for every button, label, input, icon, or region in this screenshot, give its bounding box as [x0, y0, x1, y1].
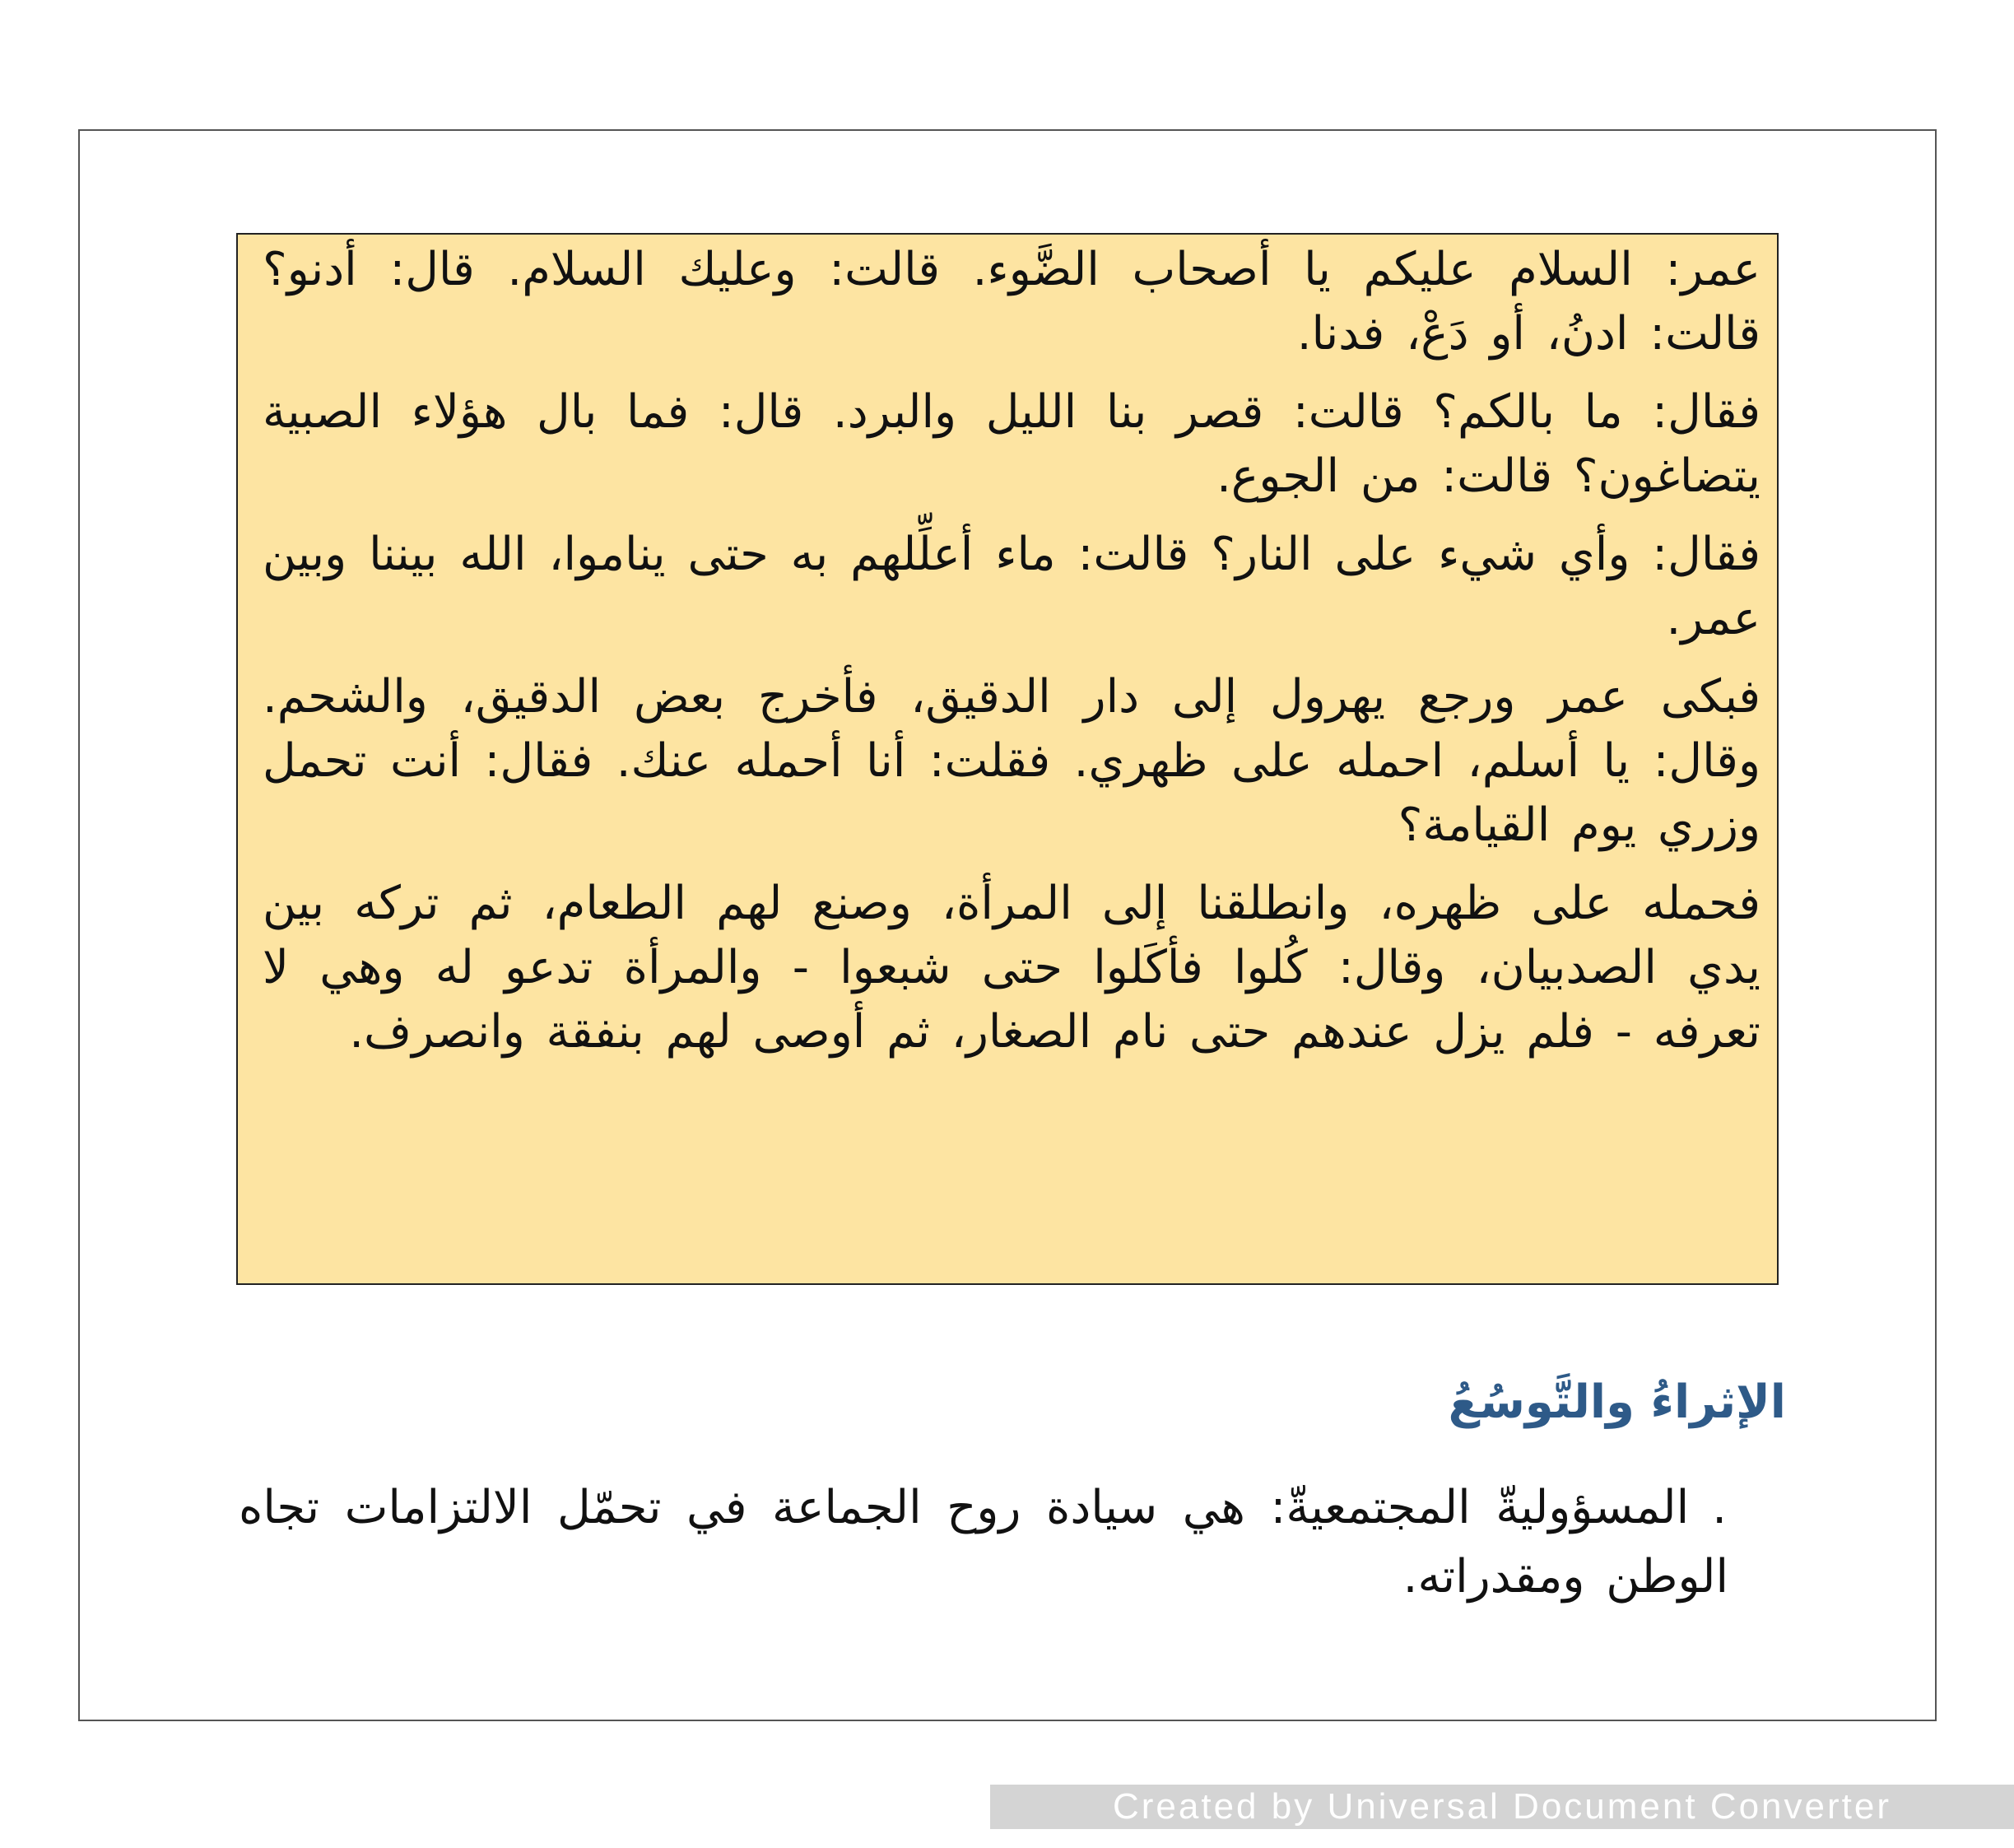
story-paragraph-3: فقال: وأي شيء على النار؟ قالت: ماء أعلِّلهم به حتى يناموا، الله بيننا وبين عمر.: [263, 528, 1761, 645]
definition-text: المسؤوليةّ المجتمعيةّ: هي سيادة روح الجماعة في تحمّل الالتزامات تجاه الوطن ومقدراته.: [239, 1481, 1728, 1604]
definition-item: [239, 1473, 1728, 1612]
bullet-marker: .: [1712, 1481, 1728, 1534]
story-paragraph-2: فقال: ما بالكم؟ قالت: قصر بنا الليل والبرد. قال: فما بال هؤلاء الصبية يتضاغون؟ قالت: من الجوع.: [263, 385, 1761, 503]
watermark-banner: Created by Universal Document Converter: [990, 1785, 2014, 1829]
enrichment-heading: الإثراءُ والتَّوسُعُ: [1448, 1376, 1786, 1429]
story-paragraph-5: فحمله على ظهره، وانطلقنا إلى المرأة، وصنع لهم الطعام، ثم تركه بين يدي الصدبيان، وقال: كُلوا فأكَلوا حتى شبعوا - والمرأة تدعو له وهي لا تعرفه - فلم يزل عندهم حتى نام الصغار، ثم أوصى لهم بنفقة وانصرف.: [263, 877, 1761, 1059]
story-paragraph-1: عمر: السلام عليكم يا أصحاب الضَّوء. قالت: وعليك السلام. قال: أدنو؟ قالت: ادنُ، أو دَعْ، فدنا.: [263, 243, 1761, 361]
story-paragraph-4: فبكى عمر ورجع يهرول إلى دار الدقيق، فأخرج بعض الدقيق، والشحم. وقال: يا أسلم، احمله على ظهري. فقلت: أنا أحمله عنك. فقال: أنت تحمل وزري يوم القيامة؟: [263, 670, 1761, 852]
story-box: [236, 233, 1779, 1285]
